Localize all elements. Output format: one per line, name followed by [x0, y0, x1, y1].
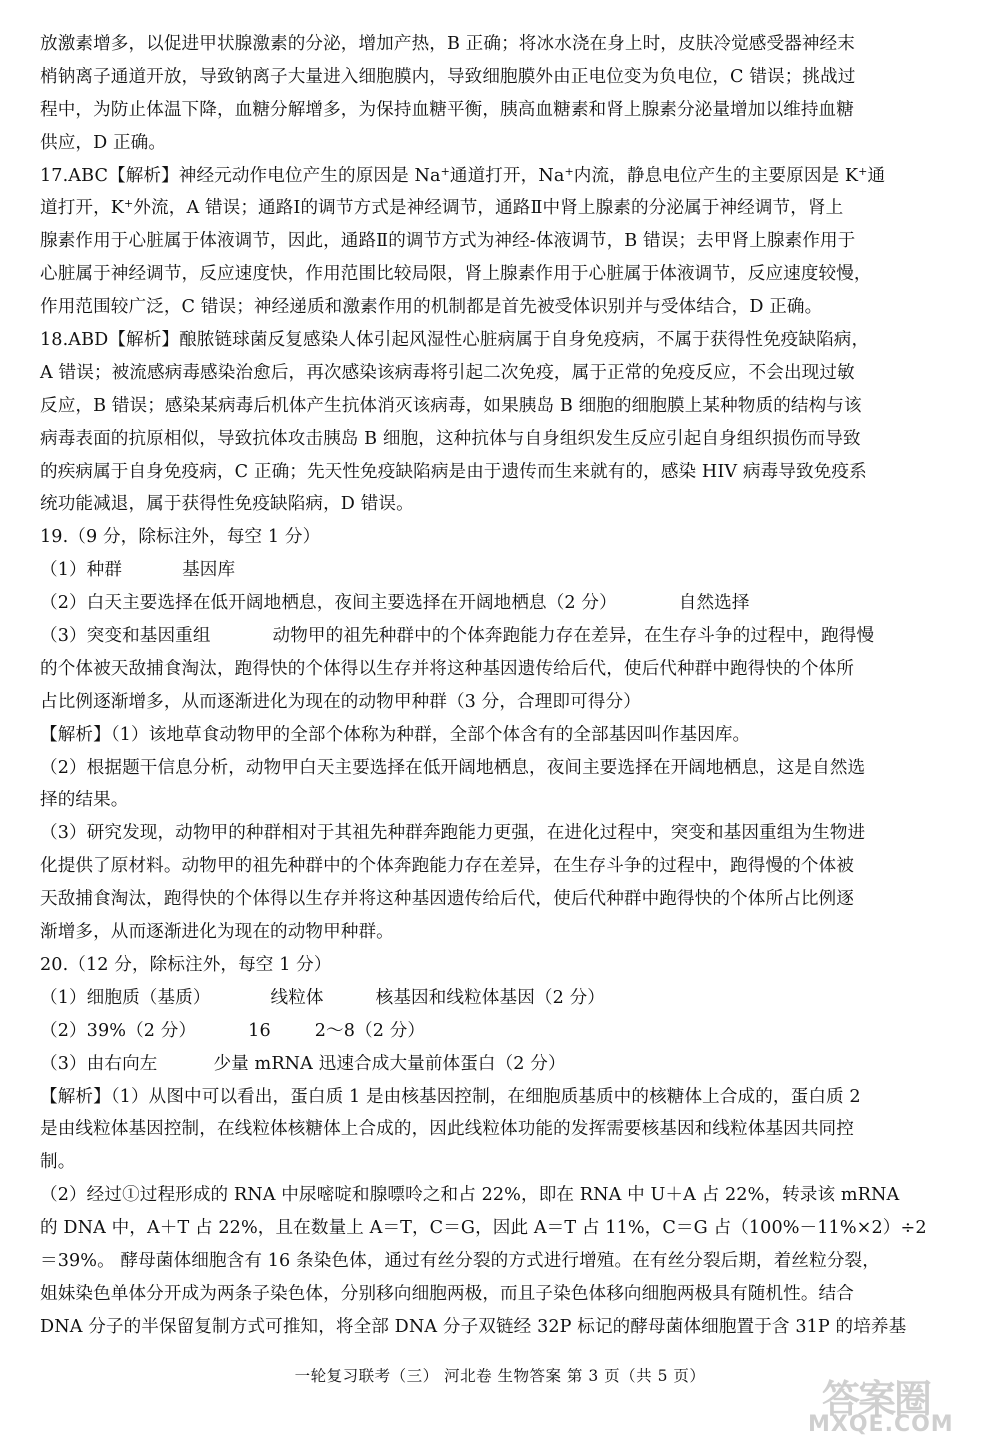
text-segment: （3）突变和基因重组	[40, 626, 211, 647]
superscript: +	[124, 197, 134, 211]
text-line: 是由线粒体基因控制，在线粒体核糖体上合成的，因此线粒体功能的发挥需要核基因和线粒体基因共同控	[40, 1119, 854, 1140]
answer-body	[40, 28, 962, 1344]
watermark-logo-text: 答案圈	[822, 1377, 931, 1421]
text-line: 占比例逐渐增多，从而逐渐进化为现在的动物甲种群（3 分，合理即可得分）	[40, 691, 641, 712]
text-line: 制。	[40, 1152, 76, 1173]
text-segment: 32	[537, 1316, 560, 1337]
text-line: 天敌捕食淘汰，跑得快的个体得以生存并将这种基因遗传给后代，使后代种群中跑得快的个体所占比例逐	[40, 889, 854, 910]
superscript: +	[858, 164, 868, 178]
page-footer: 一轮复习联考（三） 河北卷 生物答案 第 3 页（共 5 页）	[294, 1367, 706, 1385]
text-line: 梢钠离子通道开放，导致钠离子大量进入细胞膜内，导致细胞膜外由正电位变为负电位，C 错误；挑战过	[40, 66, 856, 87]
text-line: 姐妹染色单体分开成为两条子染色体，分别移向细胞两极，而且子染色体移向细胞两极具有随机性。结合	[40, 1283, 854, 1304]
text-segment: 17.ABC【解析】神经元动作电位产生的原因是 Na	[40, 165, 441, 186]
text-segment: P 的培养基	[817, 1316, 907, 1337]
text-segment: 内流，静息电位产生的主要原因是 K	[573, 165, 859, 186]
text-segment: （2）白天主要选择在低开阔地栖息，夜间主要选择在开阔地栖息（2 分）	[40, 593, 617, 614]
text-line: 【解析】（1）从图中可以看出，蛋白质 1 是由核基因控制，在细胞质基质中的核糖体上合成的，蛋白质 2	[40, 1086, 861, 1107]
text-line: 渐增多，从而逐渐进化为现在的动物甲种群。	[40, 922, 394, 943]
text-line: 19.（9 分，除标注外，每空 1 分）	[40, 527, 321, 548]
text-line	[40, 620, 962, 653]
text-segment: 16	[248, 1020, 271, 1041]
text-segment: P 标记的酵母菌体细胞置于含	[559, 1316, 796, 1337]
text-segment: 道打开，K	[40, 198, 125, 219]
text-segment: 自然选择	[678, 593, 750, 614]
text-line: 的 DNA 中，A＋T 占 22%，且在数量上 A＝T，C＝G，因此 A＝T 占 11%，C＝G 占（100%－11%×2）÷2	[40, 1218, 927, 1239]
text-segment: 少量 mRNA 迅速合成大量前体蛋白（2 分）	[213, 1053, 566, 1074]
text-line	[40, 982, 962, 1015]
text-line	[40, 554, 962, 587]
text-segment: 2～8（2 分）	[314, 1020, 426, 1041]
superscript: +	[564, 164, 574, 178]
watermark-logo	[800, 1368, 985, 1438]
text-line: 腺素作用于心脏属于体液调节，因此，通路Ⅱ的调节方式为神经-体液调节，B 错误；去甲肾上腺素作用于	[40, 231, 856, 252]
text-segment: 通道打开，Na	[449, 165, 565, 186]
text-line: A 错误；被流感病毒感染治愈后，再次感染该病毒将引起二次免疫，属于正常的免疫反应，不会出现过敏	[40, 362, 855, 383]
text-line: 18.ABD【解析】酿脓链球菌反复感染人体引起风湿性心脏病属于自身免疫病，不属于获得性免疫缺陷病，	[40, 330, 870, 351]
text-line	[40, 1048, 962, 1081]
text-line: 反应，B 错误；感染某病毒后机体产生抗体消灭该病毒，如果胰岛 B 细胞的细胞膜上某种物质的结构与该	[40, 395, 862, 416]
superscript: +	[440, 164, 450, 178]
text-segment: （2）39%（2 分）	[40, 1020, 197, 1041]
text-line: 作用范围较广泛，C 错误；神经递质和激素作用的机制都是首先被受体识别并与受体结合，D 正确。	[40, 297, 823, 318]
text-segment: （1）细胞质（基质）	[40, 987, 211, 1008]
text-line: 病毒表面的抗原相似，导致抗体攻击胰岛 B 细胞，这种抗体与自身组织发生反应引起自身组织损伤而导致	[40, 428, 861, 449]
text-line: ＝39%。 酵母菌体细胞含有 16 条染色体，通过有丝分裂的方式进行增殖。在有丝分裂后期，着丝粒分裂，	[40, 1250, 880, 1271]
text-segment: 通	[867, 165, 886, 186]
text-line: 供应，D 正确。	[40, 132, 167, 153]
text-line: 【解析】（1）该地草食动物甲的全部个体称为种群，全部个体含有的全部基因叫作基因库。	[40, 724, 751, 745]
text-line: 统功能减退，属于获得性免疫缺陷病，D 错误。	[40, 494, 414, 515]
text-line	[40, 587, 962, 620]
text-segment: （3）由右向左	[40, 1053, 158, 1074]
text-segment: 核基因和线粒体基因（2 分）	[375, 987, 605, 1008]
text-line: 的个体被天敌捕食淘汰，跑得快的个体得以生存并将这种基因遗传给后代，使后代种群中跑得快的个体所	[40, 658, 854, 679]
text-segment: （1）种群	[40, 560, 123, 581]
text-line: 程中，为防止体温下降，血糖分解增多，为保持血糖平衡，胰高血糖素和肾上腺素分泌量增加以维持血糖	[40, 99, 854, 120]
text-line: （2）根据题干信息分析，动物甲白天主要选择在低开阔地栖息，夜间主要选择在开阔地栖息，这是自然选	[40, 757, 866, 778]
text-segment: 动物甲的祖先种群中的个体奔跑能力存在差异，在生存斗争的过程中，跑得慢	[272, 626, 875, 647]
text-line: （3）研究发现，动物甲的种群相对于其祖先种群奔跑能力更强，在进化过程中，突变和基因重组为生物进	[40, 823, 866, 844]
text-line: 择的结果。	[40, 790, 129, 811]
text-line	[40, 1015, 962, 1048]
text-line: 化提供了原材料。动物甲的祖先种群中的个体奔跑能力存在差异，在生存斗争的过程中，跑得慢的个体被	[40, 856, 854, 877]
text-segment: 31	[795, 1316, 818, 1337]
text-line	[40, 160, 962, 193]
text-segment: 基因库	[182, 560, 236, 581]
watermark-logo-url: MXQE.COM	[808, 1412, 954, 1437]
text-segment: 线粒体	[270, 987, 324, 1008]
text-line: 放激素增多，以促进甲状腺激素的分泌，增加产热，B 正确；将冰水浇在身上时，皮肤冷觉感受器神经末	[40, 34, 855, 54]
text-line	[40, 1311, 962, 1344]
text-segment: DNA 分子的半保留复制方式可推知，将全部 DNA 分子双链经	[40, 1316, 538, 1337]
text-segment: 外流，A 错误；通路Ⅰ的调节方式是神经调节，通路Ⅱ中肾上腺素的分泌属于神经调节，肾上	[133, 198, 844, 219]
text-line	[40, 192, 962, 225]
text-line: 心脏属于神经调节，反应速度快，作用范围比较局限，肾上腺素作用于心脏属于体液调节，反应速度较慢，	[40, 264, 872, 285]
text-line: 的疾病属于自身免疫病，C 正确；先天性免疫缺陷病是由于遗传而生来就有的，感染 HIV 病毒导致免疫系	[40, 461, 867, 482]
text-line: 20.（12 分，除标注外，每空 1 分）	[40, 954, 332, 975]
text-line: （2）经过①过程形成的 RNA 中尿嘧啶和腺嘌呤之和占 22%，即在 RNA 中 U＋A 占 22%，转录该 mRNA	[40, 1185, 900, 1206]
